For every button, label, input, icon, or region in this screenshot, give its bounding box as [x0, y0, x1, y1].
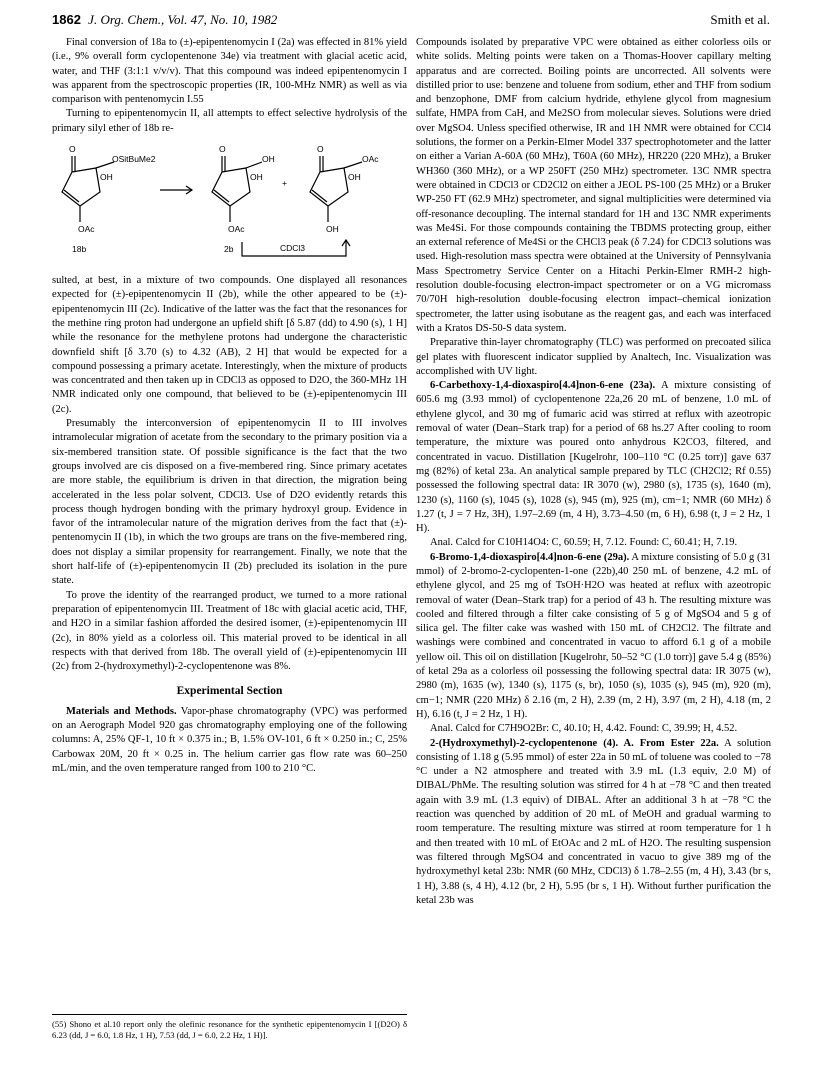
paragraph: To prove the identity of the rearranged product, we turned to a more rational preparation of epipentenomycin III. Treatment of 18c with glacial acetic acid, THF, and H2O in a similar fashion afforded the desired isomer, (±)-epipentenomycin III (2c), in 80% yield as a colorless oil. This material proved to be identical in all respects with that derived from 18b. The overall yield of (±)-epipentenomycin III (2c) from 2-(hydroxymethyl)-2-cyclopentenone was 8%. [52, 589, 407, 673]
paragraph-text: A mixture consisting of 5.0 g (31 mmol) of 2-bromo-2-cyclopenten-1-one (22b),40 250 mL of benzene, 4.2 mL of ethylene glycol, and 25 mg of TsOH·H2O was heated at reflux with azeotropic removal of water (Dean–Stark trap) for a period of 43 h. The resulting mixture was cooled and filtered through a filter cake consisting of 5 g of MgSO4 and 5 g of silica gel. The filter cake was washed with 150 mL of CH2Cl2. The filtrate and washings were combined and concentrated in vacuo to afford 6.1 g of a mobile yellow oil. This oil on distillation [Kugelrohr, 50–52 °C (1.0 torr)] gave 5.4 g (85%) of ketal 29a as a colorless oil possessing the following spectral data: IR 3075 (w), 2980 (m), 1635 (w), 1340 (s), 1175 (s, br), 1050 (s), 1035 (s), 945 (m), 920 (m), cm−1; NMR (220 MHz) δ 2.16 (m, 2 H), 2.39 (m, 2 H), 3.97 (m, 2 H), 4.18 (m, 2 H), 6.16 (t, J = 2 Hz, 1 H). [416, 551, 771, 720]
label-o: O [219, 144, 226, 155]
paragraph: sulted, at best, in a mixture of two compounds. One displayed all resonances expected for (±)-epipentenomycin II (2b), while the other appeared to be (±)-epipentenomycin III (2c). Indicative of the latter was the fact that the resonances for the methine ring proton had undergone an upfield shift [δ 5.87 (dd) to 4.90 (s), 1 H] while the resonance for the methylene protons had undergone the characteristic downfield shift [δ 3.70 (s) to 4.32 (AB), 2 H] that would be expected for a compound possessing a primary acetate. Interestingly, when the mixture of products was concentrated and then taken up in CDCl3 as opposed to D2O, the 360-MHz 1H NMR indicated only one compound, that believed to be (±)-epipentenomycin III (2c). [52, 275, 407, 415]
ch2-bond [344, 162, 362, 168]
label-oh: OH [326, 224, 339, 235]
paragraph-heading: 6-Bromo-1,4-dioxaspiro[4.4]non-6-ene (29a). [430, 551, 630, 563]
label-oh: OH [250, 172, 263, 183]
paragraph [416, 737, 771, 909]
paragraph: Preparative thin-layer chromatography (TLC) was performed on precoated silica gel plates with fluorescent indicator supplied by Analtech, Inc. Visualization was accomplished with UV light. [416, 337, 771, 377]
compound-label-18b: 18b [72, 244, 87, 255]
paragraph-heading: Materials and Methods. [66, 705, 177, 717]
label-oac: OAc [78, 224, 95, 235]
paragraph: Presumably the interconversion of epipentenomycin II to III involves intramolecular migration of acetate from the secondary to the primary position via a six-membered transition state. Of possible significance is the fact that the two groups involved are cis disposed on a five-membered ring. Since primary acetates are more stable, the equilibrium is driven in that direction, the migration being accelerated in the less polar solvent, CDCl3. Use of D2O evidently retards this process though hydrogen bonding with the primary hydroxyl group. Evidence in favor of the intramolecular nature of the migration derives from the fact that (±)-pentenomycin II (1b), in which the two groups are trans on the five-membered ring, does not display a similar propensity for rearrangement. Finally, we note that the short half-life of (±)-epipentenomycin II (2b) precluded its isolation in the pure state. [52, 418, 407, 587]
paragraph-heading: 6-Carbethoxy-1,4-dioxaspiro[4.4]non-6-ene (23a). [430, 380, 656, 392]
ring-2b [212, 168, 250, 206]
label-oh: OH [348, 172, 361, 183]
ch2-bond [246, 162, 262, 168]
label-oac: OAc [362, 154, 379, 165]
right-column [416, 36, 771, 908]
page-number: 1862 [52, 12, 81, 27]
label-oh: OH [100, 172, 113, 183]
paragraph-text: A solution consisting of 1.18 g (5.95 mmol) of ester 22a in 50 mL of toluene was cooled to −78 °C under a N2 atmosphere and treated with 3.9 mL (1.3 equiv, 2.0 M) of DIBAL/PhMe. The resulting solution was stirred for 4 h at −78 °C and then treated again with 3.9 mL (1.3 equiv) of DIBAL. After an additional 3 h at −78 °C the reaction was quenched by addition of 20 mL of MeOH and gradual warming to room temperature. The resulting mixture was stirred at room temperature for 1 h and then treated with 10 mL of EtOAc and 2 mL of H2O. The resulting suspension was filtered through MgSO4 and concentrated in vacuo to give 389 mg of the hydroxymethyl ketal 23b: NMR (60 MHz, CDCl3) δ 1.78–2.55 (m, 4 H), 3.43 (br s, 1 H), 3.88 (s, 4 H), 4.12 (br, 2 H), 5.95 (br s, 1 H). Without further purification the ketal 23b was [416, 737, 771, 906]
section-title: Experimental Section [176, 685, 283, 698]
footnote: (55) Shono et al.10 report only the olefinic resonance for the synthetic epipentenomycin I [(D2O) δ 6.23 (dd, J = 6.0, 1.8 Hz, 1 H), 7.53 (dd, J = 6.0, 2.2 Hz, 1 H)]. [52, 1014, 407, 1041]
paragraph-text: Vapor-phase chromatography (VPC) was performed on an Aerograph Model 920 gas chromatography employing one of the following columns: A, 25% QF-1, 10 ft × 0.375 in.; B, 1.5% OV-101, 6 ft × 0.250 in.; C, 25% Carbowax 20M, 20 ft × 0.25 in. The helium carrier gas flow rate was 60–250 mL/min, and the oven temperature ranged from 100 to 210 °C. [52, 705, 407, 774]
paragraph: Turning to epipentenomycin II, all attempts to effect selective hydrolysis of the primary silyl ether of 18b re- [52, 108, 407, 134]
paragraph [52, 705, 407, 776]
paragraph: Anal. Calcd for C7H9O2Br: C, 40.10; H, 4.42. Found: C, 39.99; H, 4.52. [430, 723, 738, 735]
scheme-svg [52, 138, 407, 270]
reaction-scheme [52, 138, 407, 270]
label-oh: OH [262, 154, 275, 165]
label-o: O [69, 144, 76, 155]
paragraph: Compounds isolated by preparative VPC were obtained as either colorless oils or white solids. Melting points were taken on a Thomas-Hoover capillary melting apparatus and are corrected. Boiling points are uncorrected. All solvents were distilled prior to use: benzene and toluene from sodium, ether and THF from sodium and benzophone, DMF from calcium hydride, ethylene glycol from magnesium sulfate, HMPA from CaH, and Me2SO from molecular sieves. Solutions were dried over MgSO4. Unless specified otherwise, IR and 1H NMR were obtained for CCl4 solutions, the former on a Perkin-Elmer Model 337 spectrophotometer and the latter on either a Varian A-60A (60 MHz), T60A (60 MHz), HR220 (220 MHz), a Bruker WH360 (360 MHz), or a WP 250FT (250 MHz) spectrometer. 13C NMR spectra were obtained in CDCl3 or CD2Cl2 on either a JEOL PS-100 (25 MHz) or a Bruker WP-250 FT (62.9 MHz) spectrometer, and signal multiplicities were determined via off-resonance decoupling. The internal standard for 1H and 13C NMR experiments was Me4Si. For those compounds containing the TBDMS protecting group, either an external reference of Me4Si or the CHCl3 peak (δ 7.24) for CDCl3 solutions was used. High-resolution mass spectra were obtained at the University of Pennsylvania Mass Spectrometry Service Center on a Hitachi Perkin-Elmer RMH-2 high-resolution double-focusing electron-impact spectrometer or on a VG micromass 70/70H high-resolution double-focusing electron impact–chemical ionization spectrometer, the latter using isobutane as the reagent gas, and each was interfaced with a Kratos DS-50-S data system. [416, 37, 771, 334]
author-running-head: Smith et al. [710, 12, 770, 27]
paragraph: Anal. Calcd for C10H14O4: C, 60.59; H, 7.12. Found: C, 60.41; H, 7.19. [430, 537, 738, 549]
journal-citation: J. Org. Chem., Vol. 47, No. 10, 1982 [88, 12, 278, 27]
paragraph [416, 379, 771, 536]
paragraph-heading: 2-(Hydroxymethyl)-2-cyclopentenone (4). A. From Ester 22a. [430, 737, 719, 749]
left-column [52, 36, 407, 776]
label-oac: OAc [228, 224, 245, 235]
ring-18b [62, 168, 100, 206]
label-otbs: OSitBuMe2 [112, 154, 156, 165]
running-header [52, 12, 770, 30]
solvent-label-cdcl3: CDCl3 [280, 243, 306, 254]
ring-2c [310, 168, 348, 206]
paragraph [416, 551, 771, 723]
label-o: O [317, 144, 324, 155]
plus-sign: + [282, 178, 287, 189]
compound-label-2b: 2b [224, 244, 234, 255]
paragraph: Final conversion of 18a to (±)-epipentenomycin I (2a) was effected in 81% yield (i.e., 9% overall form cyclopentenone 34e) via treatment with glacial acetic acid, water, and THF (3:1:1 v/v/v). That this compound was indeed epipentenomycin I was apparent from the spectroscopic properties (IR, 100-MHz NMR) as well as via comparison with pentenomycin I.55 [52, 37, 407, 106]
paragraph-text: A mixture consisting of 605.6 mg (3.93 mmol) of cyclopentenone 22a,26 20 mL of benzene, 1.0 mL of ethylene glycol, and 30 mg of fumaric acid was stirred at reflux with azeotropic removal of water (Dean–Stark trap) for a period of 68 hs.27 After cooling to room temperature, the mixture was poured onto anhydrous K2CO3, filtered, and concentrated in vacuo. Distillation [Kugelrohr, 100–110 °C (0.25 torr)] gave 637 mg (82%) of ketal 23a. An analytical sample prepared by TLC (CH2Cl2; Rf 0.55) possessed the following spectral data: IR 3070 (w), 2980 (s), 1735 (s), 1640 (m), 1230 (s), 1160 (s), 1045 (s), 1028 (s), 945 (m), 925 (m), cm−1; NMR (60 MHz) δ 1.27 (t, J = 7 Hz, 3H), 1.97–2.69 (m, 4 H), 3.73–4.50 (m, 6 H), 6.98 (t, J = 2 Hz, 1 H). [416, 380, 771, 535]
